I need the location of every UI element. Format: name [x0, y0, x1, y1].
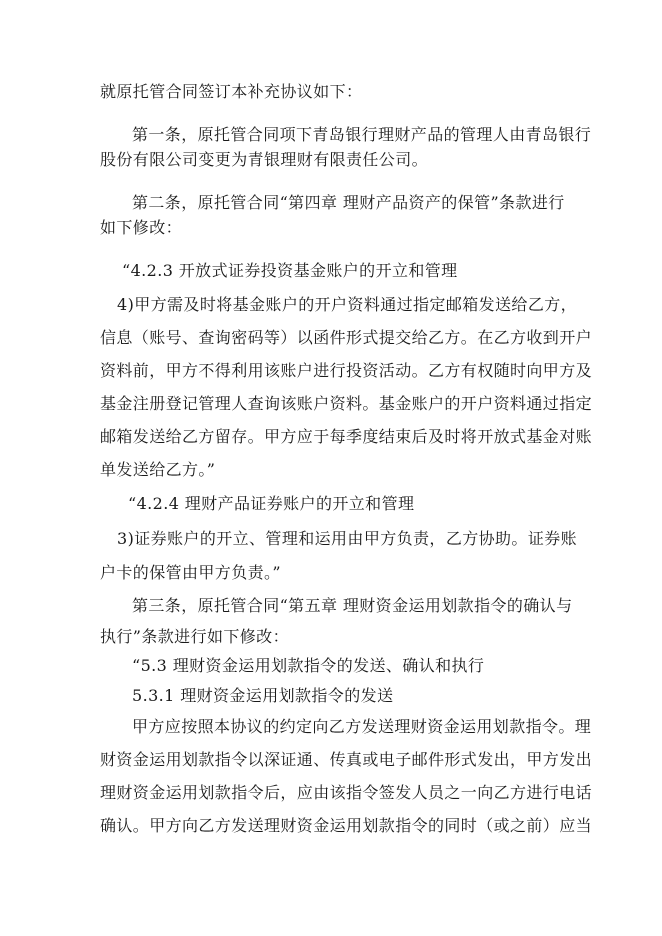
- paragraph-5-3-1-line-2: 财资金运用划款指令以深证通、传真或电子邮件形式发出，甲方发出: [100, 750, 593, 769]
- paragraph-intro: 就原托管合同签订本补充协议如下：: [100, 82, 363, 101]
- section-4-2-4-heading: “4.2.4 理财产品证券账户的开立和管理: [128, 494, 415, 513]
- clause-3-line-2: 户卡的保管由甲方负责。”: [100, 563, 281, 582]
- clause-4-line-2: 信息（账号、查询密码等）以函件形式提交给乙方。在乙方收到开户: [100, 328, 593, 347]
- section-5-3-heading: “5.3 理财资金运用划款指令的发送、确认和执行: [132, 656, 485, 675]
- article-2-line-1: 第二条，原托管合同“第四章 理财产品资产的保管”条款进行: [132, 193, 565, 212]
- clause-4-line-6: 单发送给乙方。”: [100, 460, 216, 479]
- section-4-2-3-heading: “4.2.3 开放式证券投资基金账户的开立和管理: [122, 261, 458, 280]
- paragraph-5-3-1-line-4: 确认。甲方向乙方发送理财资金运用划款指令的同时（或之前）应当: [100, 816, 593, 835]
- clause-4-line-5: 邮箱发送给乙方留存。甲方应于每季度结束后及时将开放式基金对账: [100, 427, 593, 446]
- paragraph-5-3-1-line-3: 理财资金运用划款指令后，应由该指令签发人员之一向乙方进行电话: [100, 783, 593, 802]
- clause-4-line-4: 基金注册登记管理人查询该账户资料。基金账户的开户资料通过指定: [100, 394, 593, 413]
- section-5-3-1-heading: 5.3.1 理财资金运用划款指令的发送: [132, 686, 394, 705]
- paragraph-5-3-1-line-1: 甲方应按照本协议的约定向乙方发送理财资金运用划款指令。理: [132, 717, 592, 736]
- article-1-line-1: 第一条，原托管合同项下青岛银行理财产品的管理人由青岛银行: [132, 125, 592, 144]
- article-3-line-1: 第三条，原托管合同“第五章 理财资金运用划款指令的确认与: [132, 596, 573, 615]
- clause-3-line-1: 3)证券账户的开立、管理和运用由甲方负责，乙方协助。证券账: [117, 529, 578, 548]
- article-1-line-2: 股份有限公司变更为青银理财有限责任公司。: [100, 150, 429, 169]
- article-2-line-2: 如下修改：: [100, 218, 183, 237]
- article-3-line-2: 执行”条款进行如下修改：: [100, 627, 289, 646]
- clause-4-line-3: 资料前，甲方不得利用该账户进行投资活动。乙方有权随时向甲方及: [100, 361, 593, 380]
- clause-4-line-1: 4)甲方需及时将基金账户的开户资料通过指定邮箱发送给乙方，: [117, 295, 578, 314]
